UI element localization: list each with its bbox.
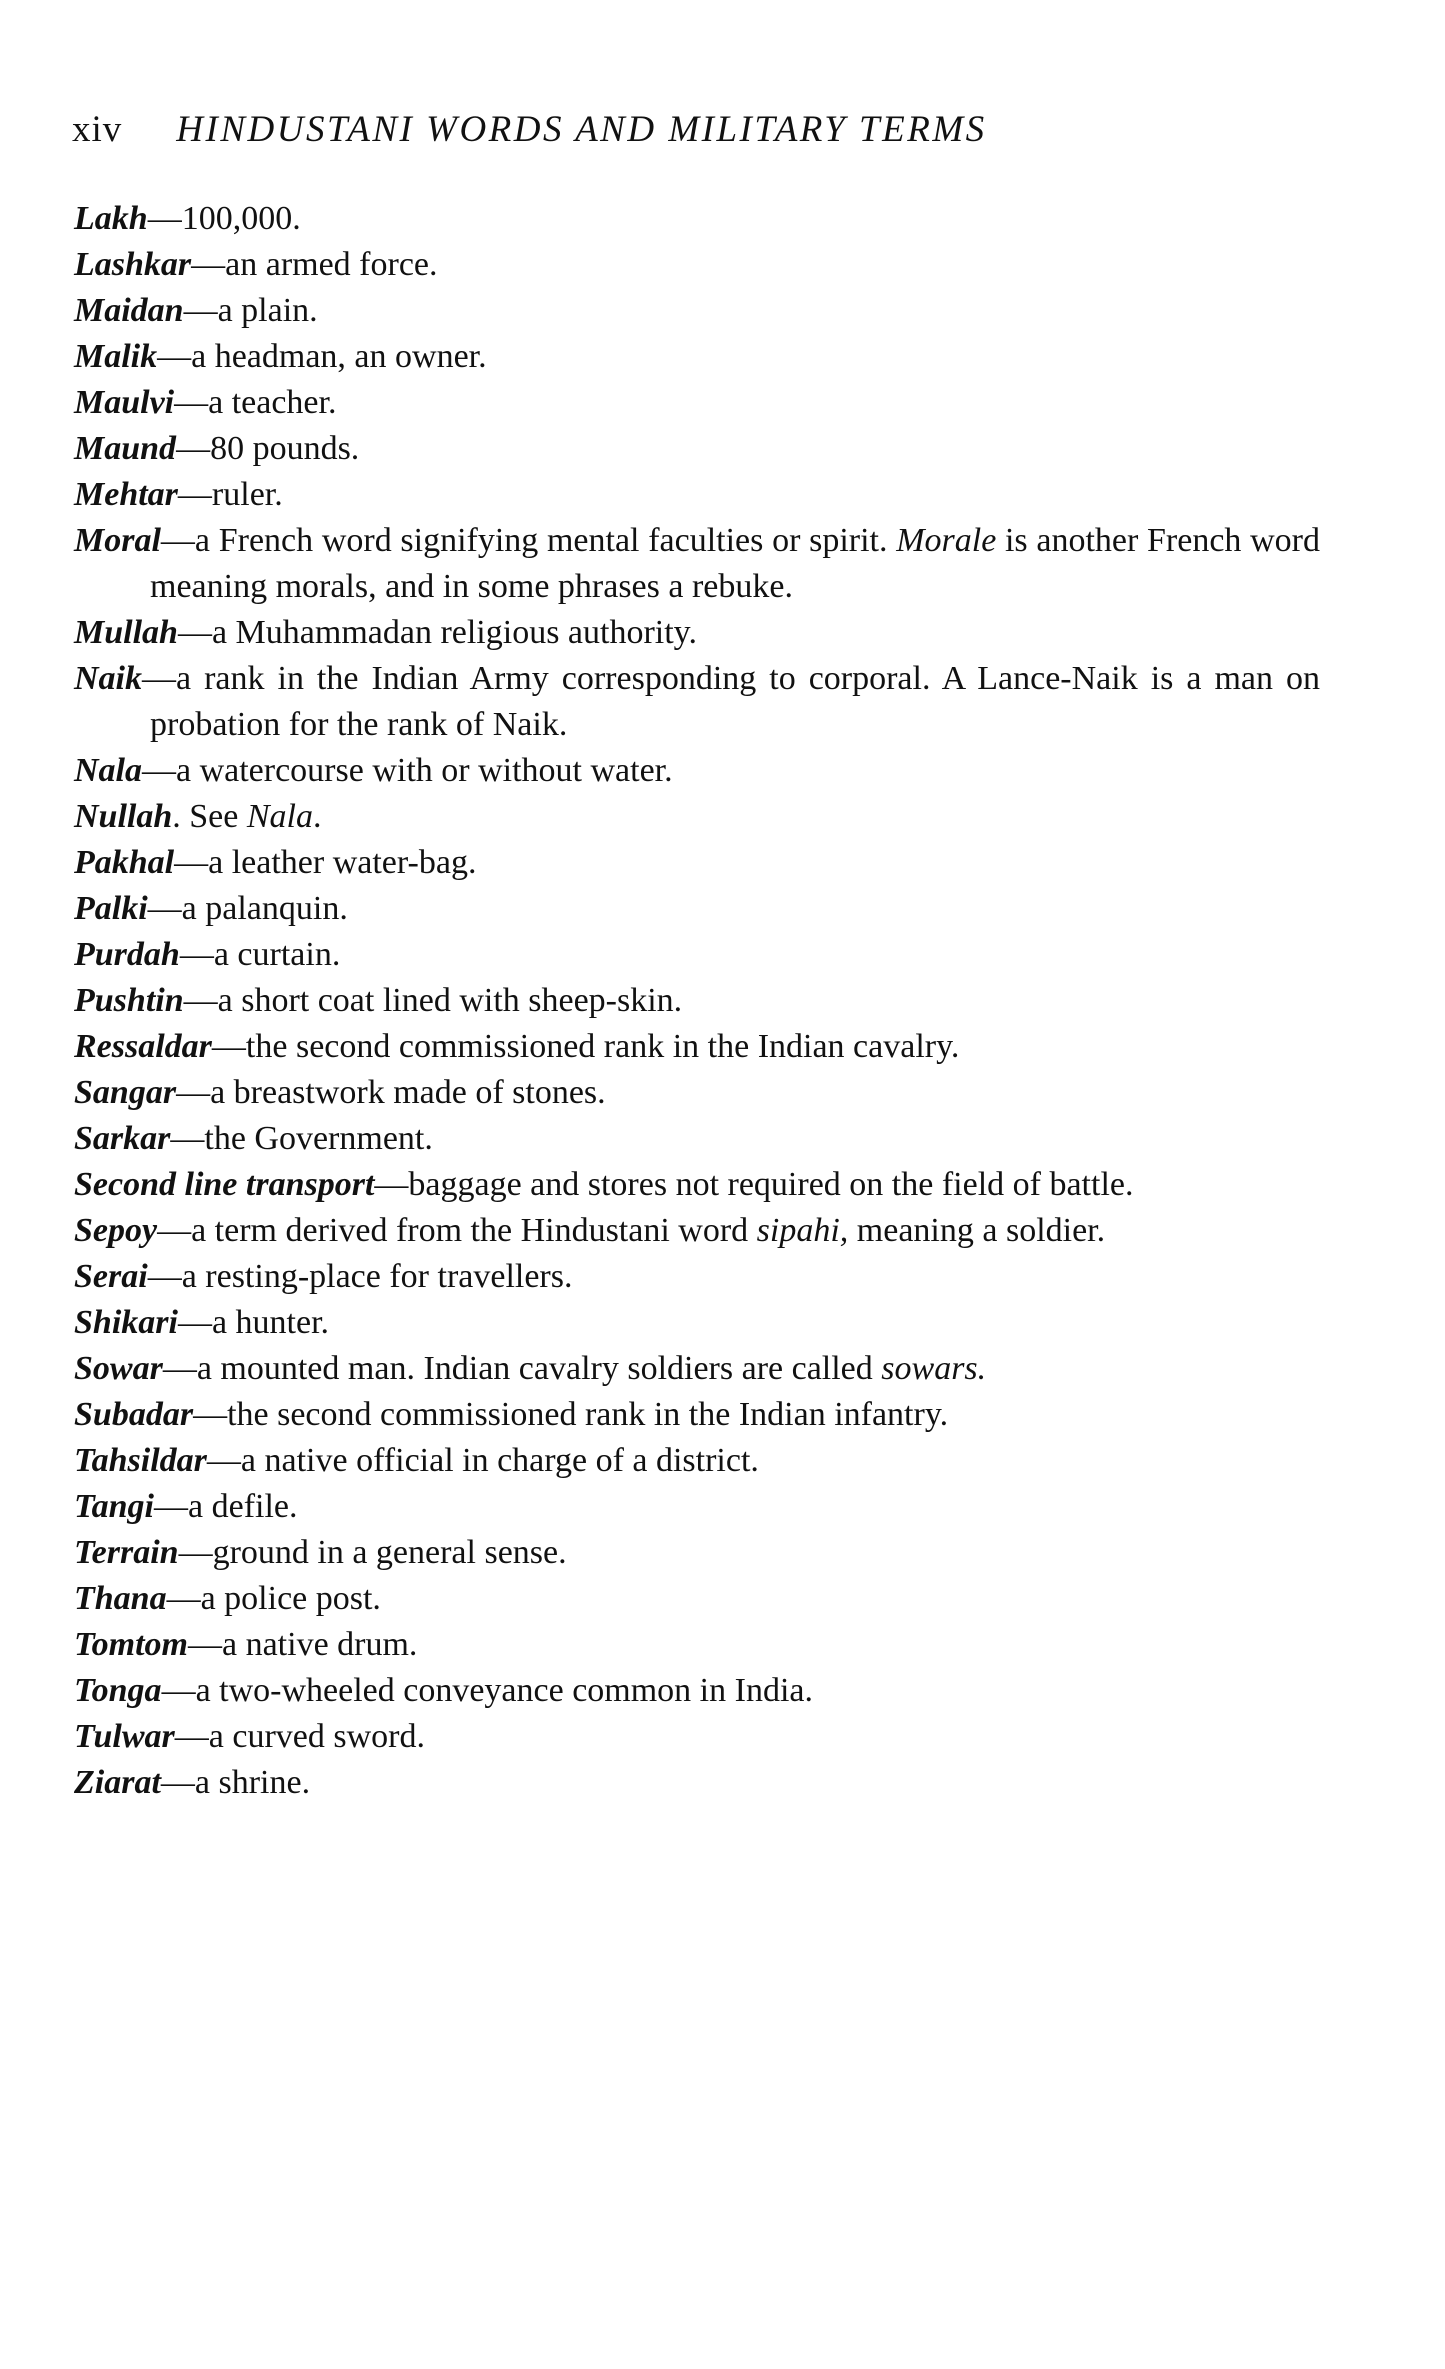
entry-definition: —a leather water-bag. <box>174 844 477 881</box>
entry-term: Tomtom <box>74 1626 188 1663</box>
glossary-entry <box>74 472 1320 518</box>
entry-definition: —a rank in the Indian Army corresponding to corporal. A Lance-Naik is a man on probation for the rank of Naik. <box>142 660 1320 743</box>
entry-term: Pushtin <box>74 982 184 1019</box>
entry-italic-word: sipahi, <box>756 1212 849 1249</box>
entry-term: Pakhal <box>74 844 175 881</box>
entry-term: Maund <box>74 430 177 467</box>
glossary-entry <box>74 840 1320 886</box>
entry-term: Purdah <box>74 936 180 973</box>
entry-definition: —a curved sword. <box>174 1718 425 1755</box>
glossary-entry <box>74 1254 1320 1300</box>
entry-term: Tangi <box>74 1488 155 1525</box>
entry-term: Tahsildar <box>74 1442 207 1479</box>
glossary-entry <box>74 1070 1320 1116</box>
entry-definition-continued: . <box>312 798 322 835</box>
glossary-entry <box>74 886 1320 932</box>
running-head <box>72 108 1182 151</box>
glossary-entry <box>74 1622 1320 1668</box>
glossary-entry <box>74 380 1320 426</box>
glossary-entry <box>74 1392 1320 1438</box>
entry-italic-word: sowars. <box>881 1350 987 1387</box>
entry-definition: —a Muhammadan religious authority. <box>177 614 697 651</box>
entry-term: Maidan <box>74 292 184 329</box>
entry-definition: —a term derived from the Hindustani word <box>157 1212 757 1249</box>
glossary-entry <box>74 288 1320 334</box>
entry-definition: —ground in a general sense. <box>178 1534 567 1571</box>
glossary-entry <box>74 610 1320 656</box>
entry-definition: —a native drum. <box>188 1626 418 1663</box>
entry-definition: —a native official in charge of a district. <box>206 1442 759 1479</box>
entry-term: Tulwar <box>74 1718 175 1755</box>
glossary-entry <box>74 334 1320 380</box>
entry-definition: —a hunter. <box>177 1304 330 1341</box>
entry-term: Nullah <box>74 798 173 835</box>
entry-definition: —an armed force. <box>191 246 438 283</box>
glossary-entry <box>74 1438 1320 1484</box>
entry-definition: —a curtain. <box>179 936 341 973</box>
entry-definition: —a defile. <box>154 1488 298 1525</box>
entry-term: Maulvi <box>74 384 175 421</box>
glossary-entry <box>74 1300 1320 1346</box>
entry-definition: —a French word signifying mental faculties or spirit. <box>160 522 897 559</box>
entry-definition: —100,000. <box>147 200 301 237</box>
entry-term: Thana <box>74 1580 167 1617</box>
entry-definition: . See <box>172 798 247 835</box>
entry-term: Sarkar <box>74 1120 171 1157</box>
glossary-entry <box>74 426 1320 472</box>
entry-term: Lakh <box>74 200 148 237</box>
entry-term: Malik <box>74 338 158 375</box>
entry-term: Ziarat <box>74 1764 161 1801</box>
entry-term: Terrain <box>74 1534 179 1571</box>
glossary-entry <box>74 1208 1320 1254</box>
entry-term: Lashkar <box>74 246 192 283</box>
glossary-entry <box>74 1024 1320 1070</box>
entry-definition: —a two-wheeled conveyance common in India. <box>161 1672 813 1709</box>
glossary-entry <box>74 1714 1320 1760</box>
glossary-entry <box>74 1668 1320 1714</box>
entry-term: Mehtar <box>74 476 178 513</box>
entry-definition: —a watercourse with or without water. <box>142 752 673 789</box>
glossary-entry <box>74 794 1320 840</box>
glossary-entry <box>74 932 1320 978</box>
entry-definition: —a palanquin. <box>147 890 348 927</box>
entry-definition: —a resting-place for travellers. <box>147 1258 573 1295</box>
glossary-entry <box>74 1576 1320 1622</box>
glossary-entry <box>74 978 1320 1024</box>
entry-definition: —the second commissioned rank in the Indian infantry. <box>193 1396 949 1433</box>
glossary-entry <box>74 196 1320 242</box>
glossary-entry <box>74 1530 1320 1576</box>
entry-definition: —a headman, an owner. <box>157 338 487 375</box>
entry-term: Shikari <box>74 1304 178 1341</box>
glossary-entry <box>74 1162 1320 1208</box>
glossary-entry <box>74 656 1320 748</box>
entry-definition: —ruler. <box>177 476 283 513</box>
entry-definition: —a short coat lined with sheep-skin. <box>183 982 683 1019</box>
entry-definition: —baggage and stores not required on the field of battle. <box>374 1166 1134 1203</box>
entry-term: Sangar <box>74 1074 177 1111</box>
entry-term: Tonga <box>74 1672 162 1709</box>
entry-definition: —the second commissioned rank in the Indian cavalry. <box>211 1028 960 1065</box>
entry-term: Naik <box>74 660 142 697</box>
entry-definition: —a plain. <box>183 292 318 329</box>
entry-definition-continued: is another French word meaning morals, and in some phrases a rebuke. <box>150 522 1320 605</box>
entry-definition: —a teacher. <box>174 384 337 421</box>
entry-definition: —a breastwork made of stones. <box>176 1074 606 1111</box>
glossary-entry <box>74 518 1320 610</box>
entry-definition: —80 pounds. <box>176 430 360 467</box>
glossary-list <box>74 196 1320 1806</box>
entry-term: Mullah <box>74 614 178 651</box>
glossary-entry <box>74 1760 1320 1806</box>
entry-italic-word: Nala <box>246 798 313 835</box>
entry-term: Sepoy <box>74 1212 158 1249</box>
entry-definition-continued: meaning a soldier. <box>848 1212 1106 1249</box>
glossary-entry <box>74 1484 1320 1530</box>
glossary-entry <box>74 242 1320 288</box>
entry-italic-word: Morale <box>896 522 997 559</box>
page-title: HINDUSTANI WORDS AND MILITARY TERMS <box>176 109 987 150</box>
page-number: xiv <box>72 109 123 150</box>
entry-definition: —a mounted man. Indian cavalry soldiers are called <box>162 1350 882 1387</box>
entry-definition: —a shrine. <box>160 1764 311 1801</box>
entry-term: Ressaldar <box>74 1028 212 1065</box>
entry-term: Subadar <box>74 1396 194 1433</box>
entry-term: Serai <box>74 1258 148 1295</box>
entry-definition: —the Government. <box>170 1120 433 1157</box>
entry-term: Sowar <box>74 1350 163 1387</box>
entry-definition: —a police post. <box>166 1580 381 1617</box>
entry-term: Palki <box>74 890 148 927</box>
glossary-entry <box>74 748 1320 794</box>
entry-term: Moral <box>74 522 161 559</box>
entry-term: Second line transport <box>74 1166 375 1203</box>
entry-term: Nala <box>74 752 142 789</box>
glossary-entry <box>74 1346 1320 1392</box>
glossary-entry <box>74 1116 1320 1162</box>
